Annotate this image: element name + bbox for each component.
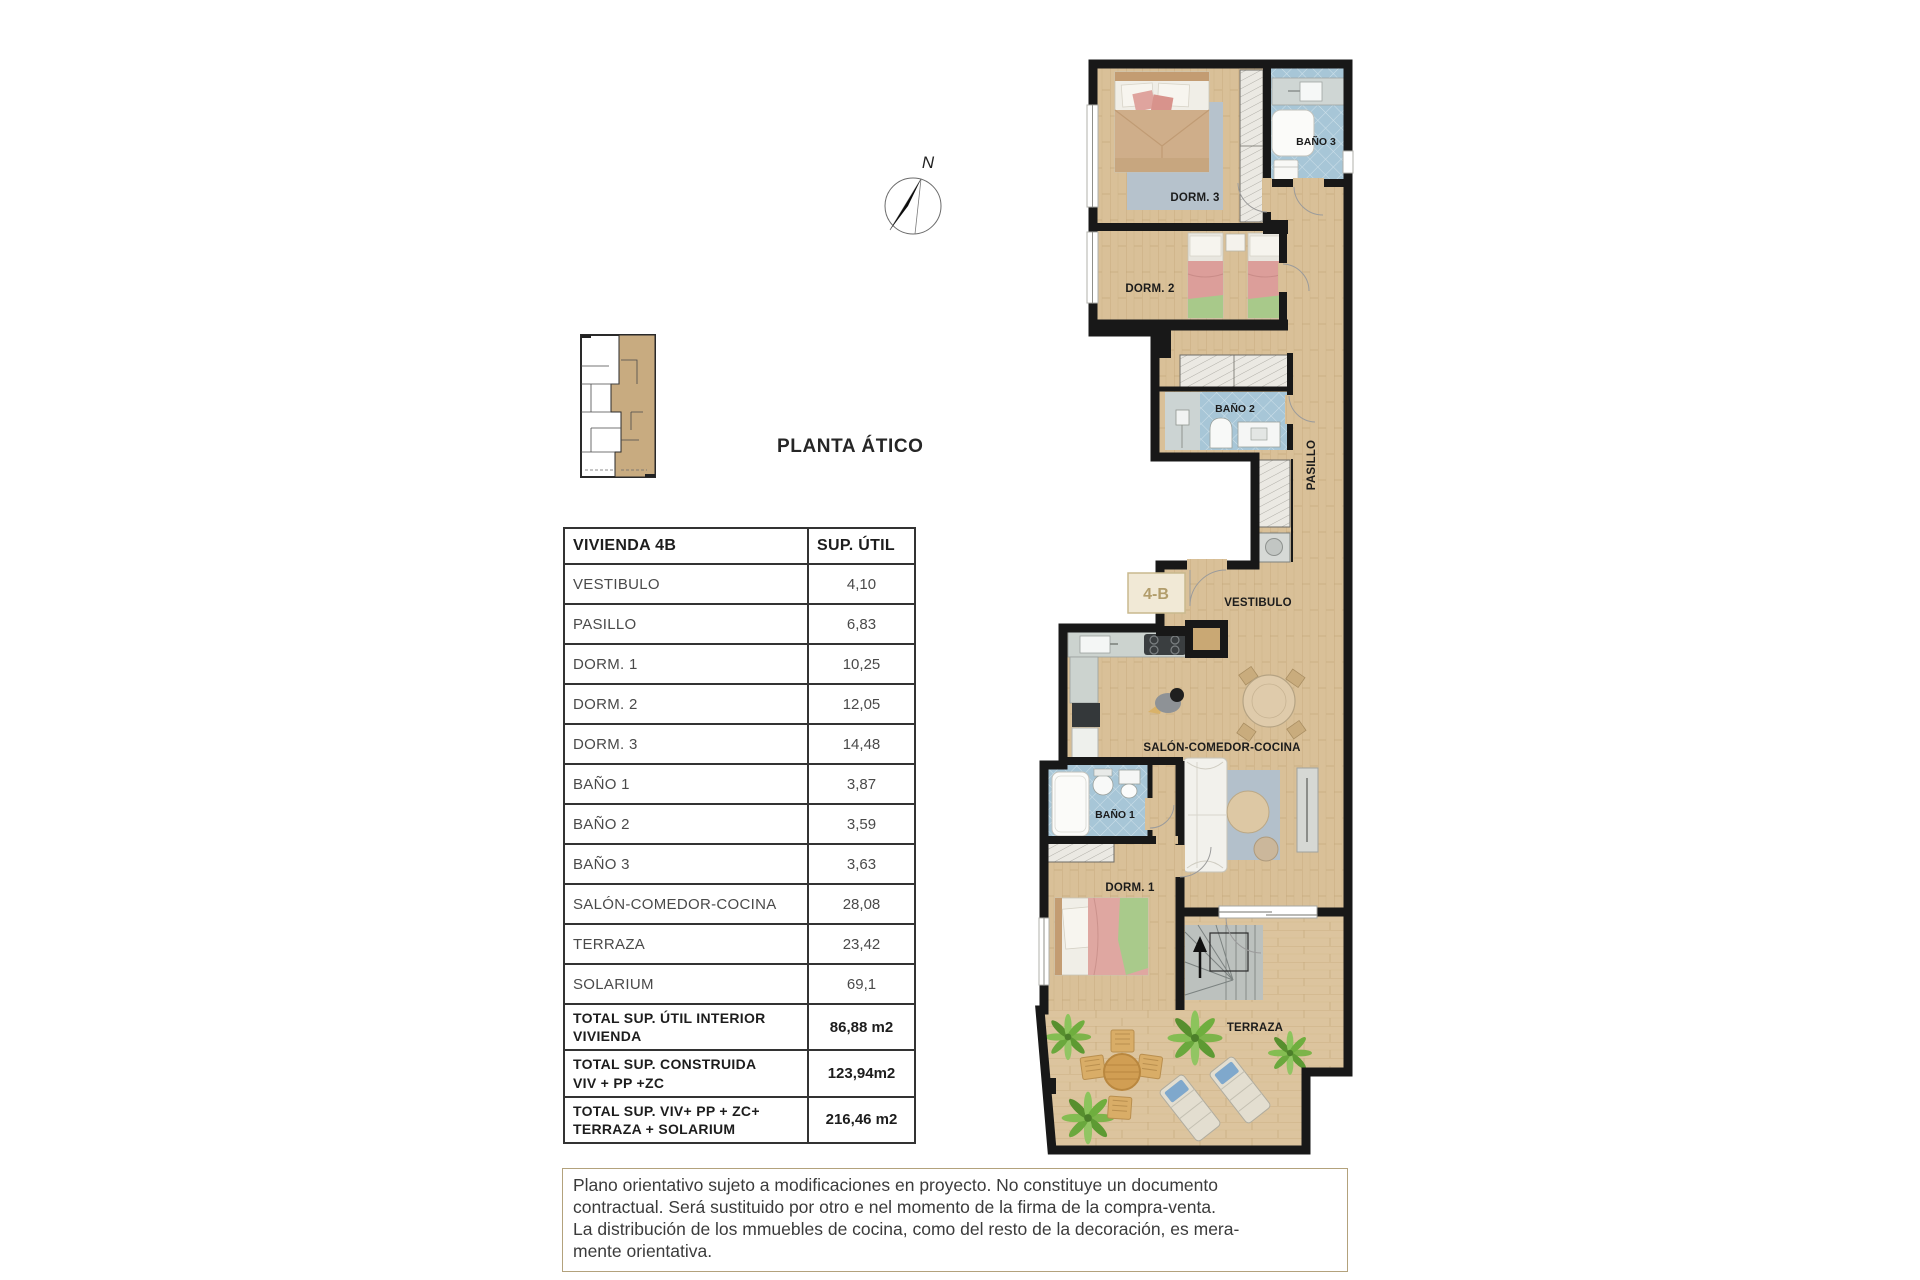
- room-area-cell: 12,05: [808, 684, 915, 724]
- room-label-terraza: TERRAZA: [1226, 1022, 1284, 1034]
- table-total-row: [564, 1050, 915, 1096]
- room-name-cell: BAÑO 3: [564, 844, 808, 884]
- room-area-cell: 10,25: [808, 644, 915, 684]
- room-name-cell: VESTIBULO: [564, 564, 808, 604]
- compass-rose: [868, 142, 968, 252]
- palm-plant: [1168, 1011, 1223, 1066]
- table-row: [564, 884, 915, 924]
- table-row: [564, 764, 915, 804]
- hall-wardrobe: [1180, 355, 1288, 387]
- room-name-cell: DORM. 2: [564, 684, 808, 724]
- room-label-pasillo: PASILLO: [1306, 439, 1318, 491]
- dorm1-bed: [1055, 898, 1148, 975]
- dorm2-nightstand: [1226, 234, 1245, 251]
- washing-machine: [1258, 533, 1290, 562]
- room-label-bano2: BAÑO 2: [1215, 403, 1255, 415]
- total-label-cell: TOTAL SUP. ÚTIL INTERIOR VIVIENDA: [564, 1004, 808, 1050]
- room-area-cell: 14,48: [808, 724, 915, 764]
- structural-pillar: [1185, 620, 1228, 658]
- total-value-cell: 123,94m2: [808, 1050, 915, 1096]
- table-row: [564, 724, 915, 764]
- area-table-body: [564, 564, 915, 1143]
- room-name-cell: SALÓN-COMEDOR-COCINA: [564, 884, 808, 924]
- table-row: [564, 804, 915, 844]
- total-label-cell: TOTAL SUP. VIV+ PP + ZC+ TERRAZA + SOLARIUM: [564, 1097, 808, 1143]
- room-area-cell: 69,1: [808, 964, 915, 1004]
- room-label-dorm2: DORM. 2: [1125, 283, 1175, 295]
- table-row: [564, 644, 915, 684]
- room-name-cell: DORM. 1: [564, 644, 808, 684]
- room-name-cell: DORM. 3: [564, 724, 808, 764]
- total-value-cell: 86,88 m2: [808, 1004, 915, 1050]
- room-label-dorm3: DORM. 3: [1170, 192, 1220, 204]
- table-row: [564, 964, 915, 1004]
- table-header-area: SUP. ÚTIL: [808, 528, 915, 564]
- room-name-cell: TERRAZA: [564, 924, 808, 964]
- dorm1-wardrobe: [1046, 842, 1114, 862]
- kitchen-oven: [1072, 703, 1100, 727]
- table-row: [564, 604, 915, 644]
- total-value-cell: 216,46 m2: [808, 1097, 915, 1143]
- area-table: [563, 527, 914, 1144]
- palm-plant: [1045, 1014, 1091, 1060]
- room-label-bano1: BAÑO 1: [1095, 809, 1135, 821]
- room-label-bano3: BAÑO 3: [1296, 136, 1336, 148]
- room-area-cell: 6,83: [808, 604, 915, 644]
- dorm3-bed: [1115, 72, 1209, 172]
- table-row: [564, 564, 915, 604]
- disclaimer-line: La distribución de los mmuebles de cocina, como del resto de la decoración, es mera-: [573, 1219, 1240, 1239]
- table-row: [564, 844, 915, 884]
- room-label-vestibulo: VESTIBULO: [1224, 597, 1292, 609]
- disclaimer-box: [562, 1168, 1348, 1272]
- room-name-cell: BAÑO 1: [564, 764, 808, 804]
- sofa: [1183, 758, 1227, 872]
- room-area-cell: 4,10: [808, 564, 915, 604]
- room-area-cell: 28,08: [808, 884, 915, 924]
- table-total-row: [564, 1097, 915, 1143]
- dorm2-bed-right: [1248, 233, 1283, 318]
- disclaimer-line: mente orientativa.: [573, 1241, 713, 1261]
- room-area-cell: 3,59: [808, 804, 915, 844]
- room-label-dorm1: DORM. 1: [1105, 882, 1155, 894]
- coffee-table-small: [1254, 837, 1278, 861]
- table-row: [564, 684, 915, 724]
- compass-north-label: N: [921, 153, 935, 172]
- room-name-cell: SOLARIUM: [564, 964, 808, 1004]
- disclaimer-line: Plano orientativo sujeto a modificaciones en proyecto. No constituye un documento: [573, 1175, 1218, 1195]
- room-label-salon: SALÓN-COMEDOR-COCINA: [1143, 742, 1301, 754]
- room-name-cell: BAÑO 2: [564, 804, 808, 844]
- location-thumbnail: [575, 330, 665, 482]
- disclaimer-line: contractual. Será sustituido por otro e nel momento de la firma de la compra-venta.: [573, 1197, 1216, 1217]
- kitchen-fridge: [1072, 728, 1098, 758]
- sideboard: [1297, 768, 1318, 852]
- palm-plant: [1062, 1092, 1115, 1145]
- room-area-cell: 23,42: [808, 924, 915, 964]
- corridor-closet: [1258, 460, 1290, 527]
- table-header-unit: VIVIENDA 4B: [564, 528, 808, 564]
- table-row: [564, 924, 915, 964]
- dorm2-bed-left: [1188, 233, 1223, 318]
- table-total-row: [564, 1004, 915, 1050]
- unit-badge: [1128, 573, 1185, 613]
- table-header-row: [564, 528, 915, 564]
- stairs: [1185, 925, 1263, 1000]
- floor-plan-drawing: [1030, 50, 1360, 1160]
- unit-badge-label: 4-B: [1143, 586, 1169, 603]
- coffee-table-large: [1227, 791, 1269, 833]
- room-name-cell: PASILLO: [564, 604, 808, 644]
- page-title: PLANTA ÁTICO: [777, 436, 924, 457]
- total-label-cell: TOTAL SUP. CONSTRUIDA VIV + PP +ZC: [564, 1050, 808, 1096]
- room-area-cell: 3,87: [808, 764, 915, 804]
- room-area-cell: 3,63: [808, 844, 915, 884]
